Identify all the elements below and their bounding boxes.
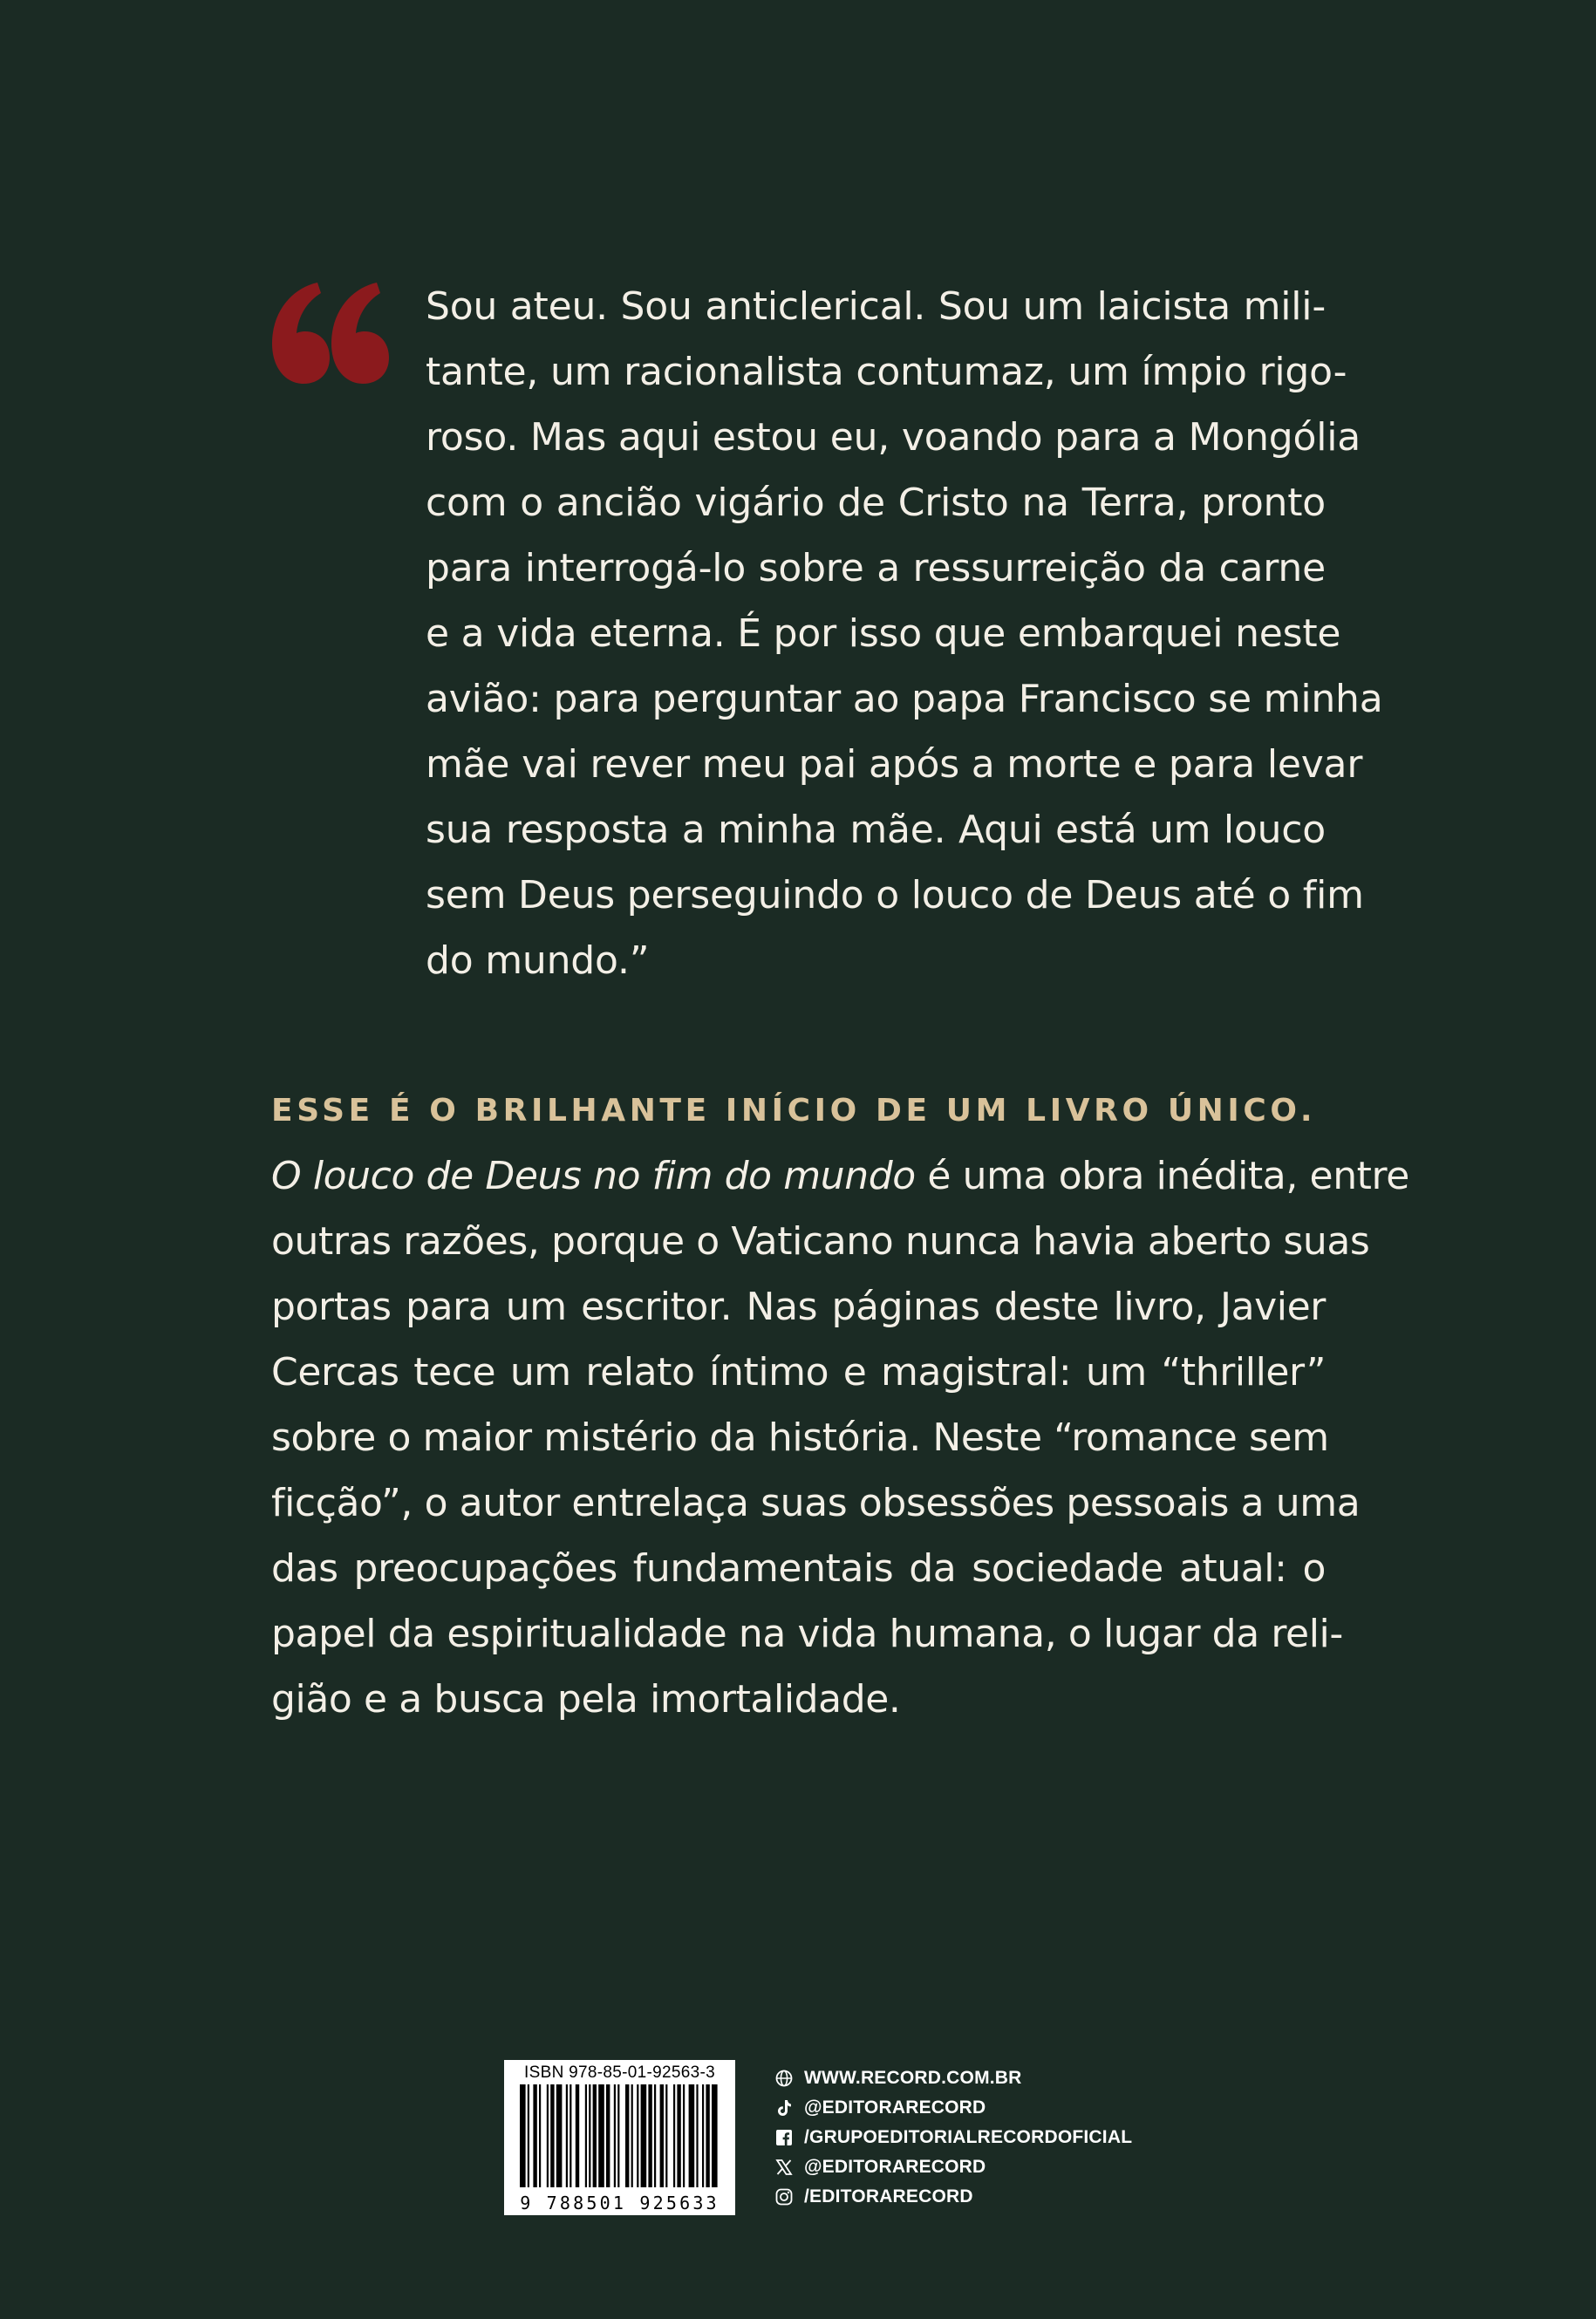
barcode-bar — [637, 2084, 638, 2187]
instagram-link[interactable] — [774, 2182, 1132, 2212]
barcode-bar — [598, 2084, 604, 2187]
barcode-bar — [566, 2084, 568, 2187]
barcode-bar — [696, 2084, 698, 2187]
barcode-bar — [683, 2084, 685, 2187]
quote-line: do mundo.” — [426, 938, 650, 983]
description-line: papel da espiritualidade na vida humana, o lugar da reli- — [271, 1612, 1343, 1656]
barcode-bar — [702, 2084, 704, 2187]
quote-line: sua resposta a minha mãe. Aqui está um louco — [426, 808, 1326, 852]
barcode-bar — [648, 2084, 651, 2187]
barcode-bar — [654, 2084, 656, 2187]
description-line: Cercas tece um relato íntimo e magistral: um “thriller” — [271, 1350, 1326, 1395]
social-text: /GRUPOEDITORIALRECORDOFICIAL — [804, 2127, 1133, 2147]
barcode-bar — [533, 2084, 536, 2187]
barcode-digits: 9 788501 925633 — [520, 2193, 720, 2213]
barcode-bar — [589, 2084, 590, 2187]
barcode-bar — [677, 2084, 680, 2187]
social-text: @EDITORARECORD — [804, 2097, 986, 2118]
quote-line: com o ancião vigário de Cristo na Terra, pronto — [426, 481, 1326, 525]
description-line: sobre o maior mistério da história. Neste “romance sem — [271, 1415, 1329, 1460]
description-line: outras razões, porque o Vaticano nunca havia aberto suas — [271, 1219, 1370, 1264]
description-line-rest: é uma obra inédita, entre — [915, 1154, 1409, 1198]
globe-icon — [774, 2069, 794, 2088]
isbn-label: ISBN 978-85-01-92563-3 — [524, 2063, 715, 2082]
barcode-bar — [547, 2084, 549, 2187]
quote-line: avião: para perguntar ao papa Francisco se minha — [426, 677, 1383, 721]
x-link[interactable] — [774, 2152, 1132, 2182]
social-text: WWW.RECORD.COM.BR — [804, 2068, 1022, 2088]
quote-line: sem Deus perseguindo o louco de Deus até o fim — [426, 873, 1364, 917]
barcode-bar — [520, 2084, 526, 2187]
quote-line: mãe vai rever meu pai após a morte e para levar — [426, 742, 1363, 787]
barcode-bar — [631, 2084, 633, 2187]
description-line: portas para um escritor. Nas páginas deste livro, Javier — [271, 1285, 1326, 1329]
x-icon — [774, 2158, 794, 2177]
description-paragraph — [271, 1078, 1409, 1732]
barcode-bar — [625, 2084, 629, 2187]
barcode-bar — [614, 2084, 616, 2187]
barcode-bar — [556, 2084, 563, 2187]
description-line: gião e a busca pela imortalidade. — [271, 1677, 901, 1722]
quote-line: e a vida eterna. É por isso que embarquei neste — [426, 611, 1341, 656]
barcode-bars — [516, 2084, 723, 2187]
quote-line: tante, um racionalista contumaz, um ímpio rigo- — [426, 350, 1347, 394]
instagram-icon — [774, 2187, 794, 2206]
quote-line: Sou ateu. Sou anticlerical. Sou um laicista mili- — [426, 284, 1326, 329]
barcode-bar — [617, 2084, 619, 2187]
barcode-bar — [673, 2084, 675, 2187]
barcode-bar — [689, 2084, 695, 2187]
quote-paragraph — [426, 274, 1383, 993]
facebook-icon — [774, 2128, 794, 2147]
barcode-bar — [606, 2084, 610, 2187]
barcode-bar — [570, 2084, 571, 2187]
barcode-bar — [641, 2084, 647, 2187]
barcode-bar — [706, 2084, 709, 2187]
barcode-bar — [528, 2084, 529, 2187]
barcode-bar — [593, 2084, 597, 2187]
barcode-bar — [660, 2084, 664, 2187]
description-line — [271, 1143, 1409, 1209]
description-line: das preocupações fundamentais da sociedade atual: o — [271, 1546, 1326, 1591]
tiktok-link[interactable] — [774, 2093, 1132, 2123]
barcode-bar — [712, 2084, 718, 2187]
social-text: /EDITORARECORD — [804, 2186, 973, 2206]
barcode-bar — [585, 2084, 587, 2187]
barcode-bar — [550, 2084, 554, 2187]
barcode-bar — [539, 2084, 541, 2187]
facebook-link[interactable] — [774, 2123, 1132, 2152]
tiktok-icon — [774, 2098, 794, 2118]
description-line: ficção”, o autor entrelaça suas obsessões pessoais a uma — [271, 1481, 1361, 1525]
social-text: @EDITORARECORD — [804, 2157, 986, 2177]
website-link[interactable] — [774, 2063, 1132, 2093]
quote-line: para interrogá-lo sobre a ressurreição da carne — [426, 546, 1326, 590]
opening-quote-mark-icon — [267, 277, 389, 391]
barcode-bar — [576, 2084, 579, 2187]
social-links — [774, 2063, 1132, 2212]
description-heading: ESSE É O BRILHANTE INÍCIO DE UM LIVRO ÚNICO. — [271, 1093, 1317, 1129]
book-title: O louco de Deus no fim do mundo — [271, 1154, 916, 1198]
isbn-barcode — [504, 2060, 735, 2215]
quote-line: roso. Mas aqui estou eu, voando para a Mongólia — [426, 415, 1361, 460]
barcode-bar — [665, 2084, 667, 2187]
